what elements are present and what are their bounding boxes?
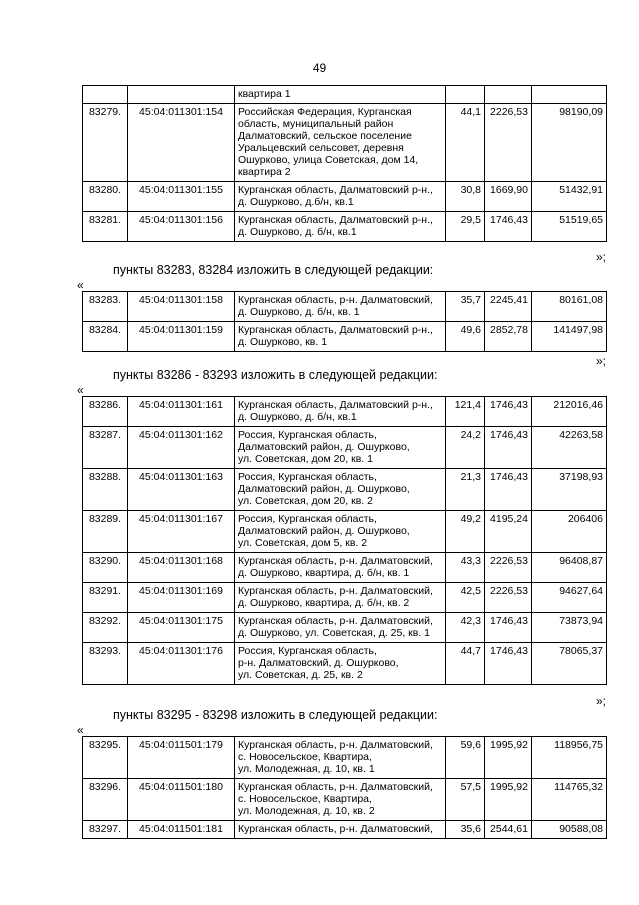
cadastral-number-cell: 45:04:011501:179 (128, 737, 235, 779)
address-line: д. Ошурково, ул. Советская, д. 25, кв. 1 (238, 627, 431, 639)
address-cell (235, 182, 446, 212)
address-line: Россия, Курганская область, (238, 471, 377, 483)
address-line: квартира 2 (238, 166, 291, 178)
address-cell (235, 737, 446, 779)
area-cell: 49,2 (446, 511, 485, 553)
area-cell: 57,5 (446, 779, 485, 821)
address-line: ул. Советская, д. 25, кв. 2 (238, 669, 363, 681)
item-number-cell: 83288. (83, 469, 128, 511)
address-cell (235, 779, 446, 821)
unit-cost-cell: 2544,61 (485, 821, 532, 839)
address-line: Курганская область, Далматовский р-н., (238, 184, 433, 196)
unit-cost-cell: 1746,43 (485, 469, 532, 511)
unit-cost-cell: 1746,43 (485, 212, 532, 242)
area-cell: 24,2 (446, 427, 485, 469)
address-line: Российская Федерация, Курганская (238, 106, 412, 118)
unit-cost-cell: 1669,90 (485, 182, 532, 212)
area-cell: 43,3 (446, 553, 485, 583)
unit-cost-cell: 1995,92 (485, 779, 532, 821)
table-row (83, 821, 607, 839)
cadastral-number-cell: 45:04:011301:158 (128, 292, 235, 322)
amendment-paragraph-1: пункты 83283, 83284 изложить в следующей редакции: (113, 263, 434, 277)
item-number-cell: 83293. (83, 643, 128, 685)
address-line: ул. Советская, дом 20, кв. 1 (238, 453, 373, 465)
item-number-cell: 83297. (83, 821, 128, 839)
cadastral-number-cell: 45:04:011301:162 (128, 427, 235, 469)
cadastral-value-cell (532, 86, 607, 104)
property-table-2 (82, 291, 607, 352)
opening-quote-2: « (77, 383, 84, 397)
address-line: область, муниципальный район (238, 118, 394, 130)
address-line: ул. Молодежная, д. 10, кв. 2 (238, 805, 375, 817)
address-line: д. Ошурково, д.б/н, кв.1 (238, 196, 354, 208)
address-cell (235, 511, 446, 553)
address-line: Россия, Курганская область, (238, 645, 377, 657)
item-number-cell: 83283. (83, 292, 128, 322)
item-number-cell: 83280. (83, 182, 128, 212)
table-row (83, 322, 607, 352)
cadastral-number-cell (128, 86, 235, 104)
cadastral-value-cell: 51519,65 (532, 212, 607, 242)
address-line: Курганская область, р-н. Далматовский, (238, 781, 433, 793)
cadastral-value-cell: 78065,37 (532, 643, 607, 685)
address-line: ул. Советская, дом 20, кв. 2 (238, 495, 373, 507)
table-row (83, 212, 607, 242)
table-row (83, 397, 607, 427)
address-line: д. Ошурково, квартира, д. б/н, кв. 1 (238, 567, 410, 579)
unit-cost-cell: 1746,43 (485, 613, 532, 643)
item-number-cell: 83281. (83, 212, 128, 242)
address-line: Курганская область, р-н. Далматовский, (238, 823, 433, 835)
property-table-3 (82, 396, 607, 685)
address-cell (235, 553, 446, 583)
cadastral-number-cell: 45:04:011301:159 (128, 322, 235, 352)
address-line: Курганская область, Далматовский р-н., (238, 399, 433, 411)
address-line: Курганская область, р-н. Далматовский, (238, 555, 433, 567)
item-number-cell: 83291. (83, 583, 128, 613)
table-row (83, 86, 607, 104)
item-number-cell: 83290. (83, 553, 128, 583)
cadastral-value-cell: 98190,09 (532, 104, 607, 182)
item-number-cell: 83289. (83, 511, 128, 553)
cadastral-value-cell: 37198,93 (532, 469, 607, 511)
amendment-paragraph-3: пункты 83295 - 83298 изложить в следующей редакции: (113, 708, 438, 722)
cadastral-value-cell: 118956,75 (532, 737, 607, 779)
unit-cost-cell: 2226,53 (485, 583, 532, 613)
area-cell: 44,7 (446, 643, 485, 685)
item-number-cell: 83295. (83, 737, 128, 779)
cadastral-value-cell: 206406 (532, 511, 607, 553)
cadastral-value-cell: 94627,64 (532, 583, 607, 613)
address-line: с. Новосельское, Квартира, (238, 751, 372, 763)
address-cell (235, 427, 446, 469)
unit-cost-cell: 2245,41 (485, 292, 532, 322)
item-number-cell: 83296. (83, 779, 128, 821)
address-line: Россия, Курганская область, (238, 513, 377, 525)
cadastral-number-cell: 45:04:011501:180 (128, 779, 235, 821)
unit-cost-cell: 1746,43 (485, 427, 532, 469)
area-cell: 35,6 (446, 821, 485, 839)
property-table-4 (82, 736, 607, 839)
table-row (83, 779, 607, 821)
cadastral-number-cell: 45:04:011301:154 (128, 104, 235, 182)
unit-cost-cell (485, 86, 532, 104)
address-line: с. Новосельское, Квартира, (238, 793, 372, 805)
address-line: Ошурково, улица Советская, дом 14, (238, 154, 419, 166)
address-line: Далматовский, сельское поселение (238, 130, 412, 142)
cadastral-number-cell: 45:04:011301:161 (128, 397, 235, 427)
cadastral-value-cell: 80161,08 (532, 292, 607, 322)
item-number-cell: 83287. (83, 427, 128, 469)
address-line: р-н. Далматовский, д. Ошурково, (238, 657, 399, 669)
unit-cost-cell: 2226,53 (485, 553, 532, 583)
item-number-cell: 83284. (83, 322, 128, 352)
unit-cost-cell: 4195,24 (485, 511, 532, 553)
address-line: Россия, Курганская область, (238, 429, 377, 441)
cadastral-value-cell: 212016,46 (532, 397, 607, 427)
address-line: Уральцевский сельсовет, деревня (238, 142, 404, 154)
table-row (83, 292, 607, 322)
address-line: Курганская область, Далматовский р-н., (238, 324, 433, 336)
cadastral-number-cell: 45:04:011301:175 (128, 613, 235, 643)
area-cell: 44,1 (446, 104, 485, 182)
opening-quote-3: « (77, 723, 84, 737)
address-cell (235, 469, 446, 511)
cadastral-number-cell: 45:04:011301:169 (128, 583, 235, 613)
table-row (83, 511, 607, 553)
address-line: д. Ошурково, квартира, д. б/н, кв. 2 (238, 597, 410, 609)
address-cell (235, 292, 446, 322)
address-line: Курганская область, р-н. Далматовский, (238, 585, 433, 597)
area-cell: 59,6 (446, 737, 485, 779)
address-line: д. Ошурково, кв. 1 (238, 336, 328, 348)
area-cell: 42,5 (446, 583, 485, 613)
address-cell (235, 86, 446, 104)
address-cell (235, 212, 446, 242)
unit-cost-cell: 2226,53 (485, 104, 532, 182)
unit-cost-cell: 1746,43 (485, 397, 532, 427)
area-cell: 21,3 (446, 469, 485, 511)
address-line: Курганская область, Далматовский р-н., (238, 214, 433, 226)
address-line: квартира 1 (238, 88, 291, 100)
address-cell (235, 104, 446, 182)
closing-quote-1: »; (596, 250, 607, 264)
cadastral-number-cell: 45:04:011501:181 (128, 821, 235, 839)
address-cell (235, 322, 446, 352)
cadastral-value-cell: 73873,94 (532, 613, 607, 643)
cadastral-value-cell: 90588,08 (532, 821, 607, 839)
area-cell (446, 86, 485, 104)
closing-quote-2: »; (596, 354, 607, 368)
area-cell: 49,6 (446, 322, 485, 352)
cadastral-value-cell: 42263,58 (532, 427, 607, 469)
item-number-cell: 83286. (83, 397, 128, 427)
area-cell: 30,8 (446, 182, 485, 212)
cadastral-number-cell: 45:04:011301:156 (128, 212, 235, 242)
cadastral-value-cell: 114765,32 (532, 779, 607, 821)
table-row (83, 427, 607, 469)
address-cell (235, 613, 446, 643)
address-line: Далматовский район, д. Ошурково, (238, 441, 410, 453)
address-line: д. Ошурково, д. б/н, кв.1 (238, 411, 357, 423)
area-cell: 29,5 (446, 212, 485, 242)
page-number: 49 (312, 61, 327, 75)
table-row (83, 469, 607, 511)
address-line: Курганская область, р-н. Далматовский, (238, 739, 433, 751)
cadastral-number-cell: 45:04:011301:155 (128, 182, 235, 212)
area-cell: 121,4 (446, 397, 485, 427)
address-cell (235, 821, 446, 839)
cadastral-value-cell: 51432,91 (532, 182, 607, 212)
opening-quote-1: « (77, 278, 84, 292)
cadastral-number-cell: 45:04:011301:167 (128, 511, 235, 553)
cadastral-value-cell: 96408,87 (532, 553, 607, 583)
cadastral-number-cell: 45:04:011301:176 (128, 643, 235, 685)
item-number-cell: 83292. (83, 613, 128, 643)
table-row (83, 643, 607, 685)
table-row (83, 553, 607, 583)
table-row (83, 613, 607, 643)
address-line: Курганская область, р-н. Далматовский, (238, 294, 433, 306)
table-row (83, 583, 607, 613)
address-cell (235, 583, 446, 613)
unit-cost-cell: 1995,92 (485, 737, 532, 779)
area-cell: 35,7 (446, 292, 485, 322)
address-line: ул. Молодежная, д. 10, кв. 1 (238, 763, 375, 775)
address-cell (235, 643, 446, 685)
unit-cost-cell: 2852,78 (485, 322, 532, 352)
address-line: Далматовский район, д. Ошурково, (238, 483, 410, 495)
area-cell: 42,3 (446, 613, 485, 643)
closing-quote-3: »; (596, 694, 607, 708)
cadastral-value-cell: 141497,98 (532, 322, 607, 352)
item-number-cell: 83279. (83, 104, 128, 182)
address-line: д. Ошурково, д. б/н, кв.1 (238, 226, 357, 238)
unit-cost-cell: 1746,43 (485, 643, 532, 685)
table-row (83, 182, 607, 212)
cadastral-number-cell: 45:04:011301:168 (128, 553, 235, 583)
cadastral-number-cell: 45:04:011301:163 (128, 469, 235, 511)
table-row (83, 104, 607, 182)
property-table-1 (82, 85, 607, 242)
item-number-cell (83, 86, 128, 104)
address-line: Далматовский район, д. Ошурково, (238, 525, 410, 537)
address-line: Курганская область, р-н. Далматовский, (238, 615, 433, 627)
address-line: ул. Советская, дом 5, кв. 2 (238, 537, 368, 549)
table-row (83, 737, 607, 779)
address-line: д. Ошурково, д. б/н, кв. 1 (238, 306, 360, 318)
address-cell (235, 397, 446, 427)
amendment-paragraph-2: пункты 83286 - 83293 изложить в следующей редакции: (113, 368, 438, 382)
